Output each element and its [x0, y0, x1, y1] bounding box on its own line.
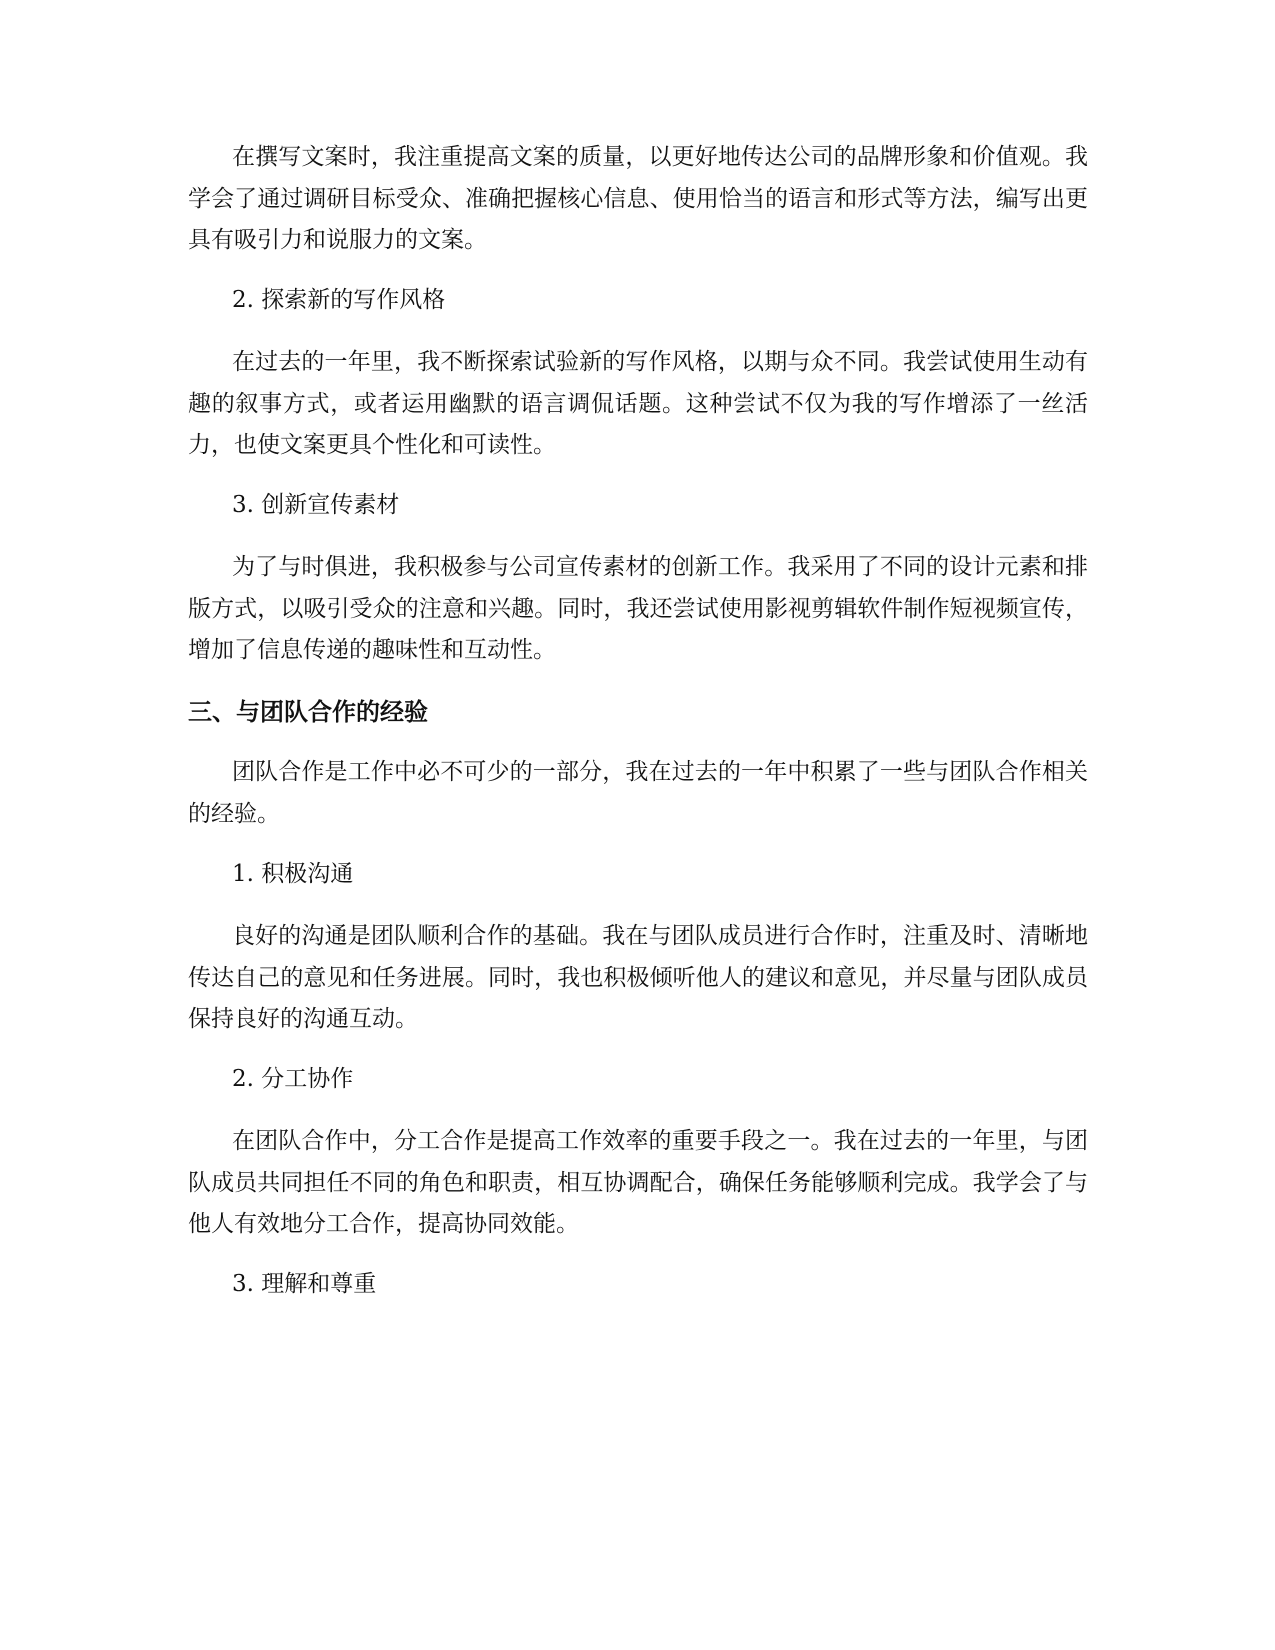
paragraph-promo-materials: 为了与时俱进，我积极参与公司宣传素材的创新工作。我采用了不同的设计元素和排版方式，以吸引受众的注意和兴趣。同时，我还尝试使用影视剪辑软件制作短视频宣传，增加了信息传递的趣味性和互动性。: [188, 554, 1088, 663]
paragraph-writing-style: 在过去的一年里，我不断探索试验新的写作风格，以期与众不同。我尝试使用生动有趣的叙事方式，或者运用幽默的语言调侃话题。这种尝试不仅为我的写作增添了一丝活力，也使文案更具个性化和可读性。: [188, 349, 1088, 458]
paragraph-communication: 良好的沟通是团队顺利合作的基础。我在与团队成员进行合作时，注重及时、清晰地传达自己的意见和任务进展。同时，我也积极倾听他人的建议和意见，并尽量与团队成员保持良好的沟通互动。: [188, 923, 1088, 1032]
list-item-communication: 1. 积极沟通: [232, 861, 354, 887]
list-item-writing-style: 2. 探索新的写作风格: [232, 287, 446, 313]
paragraph-teamwork-intro: 团队合作是工作中必不可少的一部分，我在过去的一年中积累了一些与团队合作相关的经验。: [188, 759, 1088, 827]
paragraph-copywriting-quality: 在撰写文案时，我注重提高文案的质量，以更好地传达公司的品牌形象和价值观。我学会了通过调研目标受众、准确把握核心信息、使用恰当的语言和形式等方法，编写出更具有吸引力和说服力的文案。: [188, 144, 1088, 253]
list-item-understanding-respect: 3. 理解和尊重: [232, 1271, 377, 1297]
list-item-promo-materials: 3. 创新宣传素材: [232, 492, 400, 518]
list-item-division-of-labor: 2. 分工协作: [232, 1066, 354, 1092]
paragraph-division-of-labor: 在团队合作中，分工合作是提高工作效率的重要手段之一。我在过去的一年里，与团队成员共同担任不同的角色和职责，相互协调配合，确保任务能够顺利完成。我学会了与他人有效地分工合作，提高协同效能。: [188, 1128, 1088, 1237]
section-heading-teamwork: 三、与团队合作的经验: [188, 698, 428, 726]
